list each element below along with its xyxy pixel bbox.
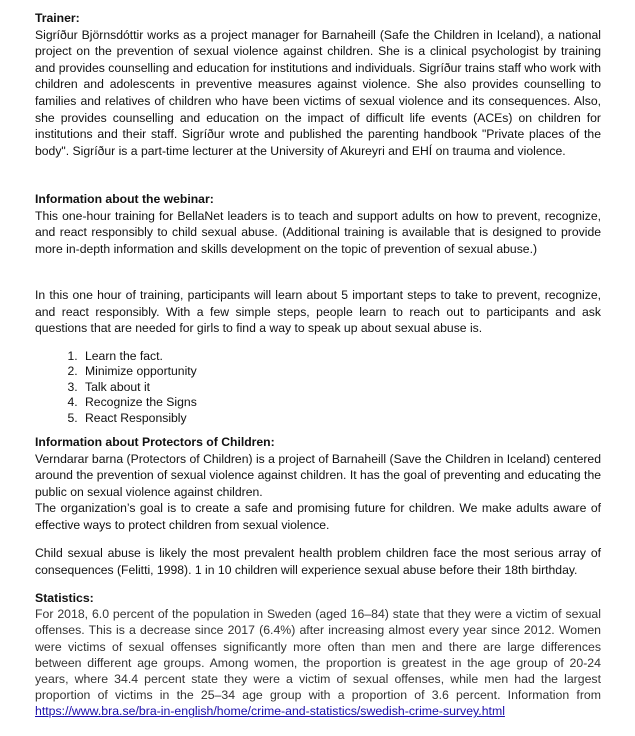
- step-item: 4. Recognize the Signs: [81, 395, 601, 411]
- protectors-intro: Verndarar barna (Protectors of Children) is a project of Barnaheill (Save the Children in Iceland) centered around the prevention of sexual violence against children. It has the goal of preventing and educating the public on sexual violence against children.: [35, 451, 601, 499]
- step-item: 3. Talk about it: [81, 380, 601, 396]
- protectors-goal: The organization’s goal is to create a safe and promising future for children. We make adults aware of effective ways to protect children from sexual violence.: [35, 501, 601, 532]
- trainer-section: [35, 10, 601, 159]
- protectors-heading: Information about Protectors of Children:: [35, 435, 275, 449]
- survey-link[interactable]: https://www.bra.se/bra-in-english/home/crime-and-statistics/swedish-crime-survey.html: [35, 704, 505, 719]
- step-item: 5. React Responsibly: [81, 411, 601, 427]
- step-item: 2. Minimize opportunity: [81, 364, 601, 380]
- abuse-facts: Child sexual abuse is likely the most prevalent health problem children face the most serious array of consequences (Felitti, 1998). 1 in 10 children will experience sexual abuse before their 18th birthday.: [35, 546, 601, 577]
- trainer-body: Sigríður Björnsdóttir works as a project manager for Barnaheill (Safe the Children in Iceland), a national project on the prevention of sexual violence against children. She is a clinical psychologist by training and provides counselling and education for institutions and individuals. Sigríður trains staff who work with children and adolescents in preventive measures against violence. She also provides counselling to families and relatives of children who have been victims of sexual violence and its consequences. Also, she provides counselling and education on the impact of difficult life events (ACEs) on children for institutions and their staff. Sigríður wrote and published the parenting handbook "Private places of the body". Sigríður is a part-time lecturer at the University of Akureyri and EHÍ on trauma and violence.: [35, 27, 601, 158]
- webinar-heading: Information about the webinar:: [35, 192, 214, 206]
- webinar-section: [35, 191, 601, 257]
- webinar-description: In this one hour of training, participants will learn about 5 important steps to take to prevent, recognize, and react responsibly. With a few simple steps, people learn to reach out to participants and ask questions that are needed for girls to find a way to speak up about sexual abuse is.: [35, 288, 601, 336]
- protectors-section: [35, 434, 601, 534]
- statistics-body: [35, 606, 601, 719]
- webinar-steps-section: [35, 287, 601, 426]
- steps-list: [35, 349, 601, 427]
- statistics-section: [35, 590, 601, 720]
- step-item: 1. Learn the fact.: [81, 349, 601, 365]
- statistics-heading: Statistics:: [35, 591, 94, 605]
- trainer-heading: Trainer:: [35, 11, 80, 25]
- webinar-intro: This one-hour training for BellaNet leaders is to teach and support adults on how to prevent, recognize, and react responsibly to child sexual abuse. (Additional training is available that is designed to provide more in-depth information and skills development on the topic of prevention of sexual abuse.): [35, 208, 601, 256]
- abuse-facts-section: [35, 545, 601, 578]
- statistics-text: For 2018, 6.0 percent of the population in Sweden (aged 16–84) state that they were a victim of sexual offenses. This is a decrease since 2017 (6.4%) after increasing almost every year since 2012. Women were victims of sexual offenses significantly more often than men and there are large differences between different age groups. Among women, the proportion is greatest in the age group of 20-24 years, where 34.4 percent state they were a victim of sexual offenses, while men had the largest proportion of victims in the 25–34 age group with a proportion of 3.6 percent. Information from: [35, 607, 601, 703]
